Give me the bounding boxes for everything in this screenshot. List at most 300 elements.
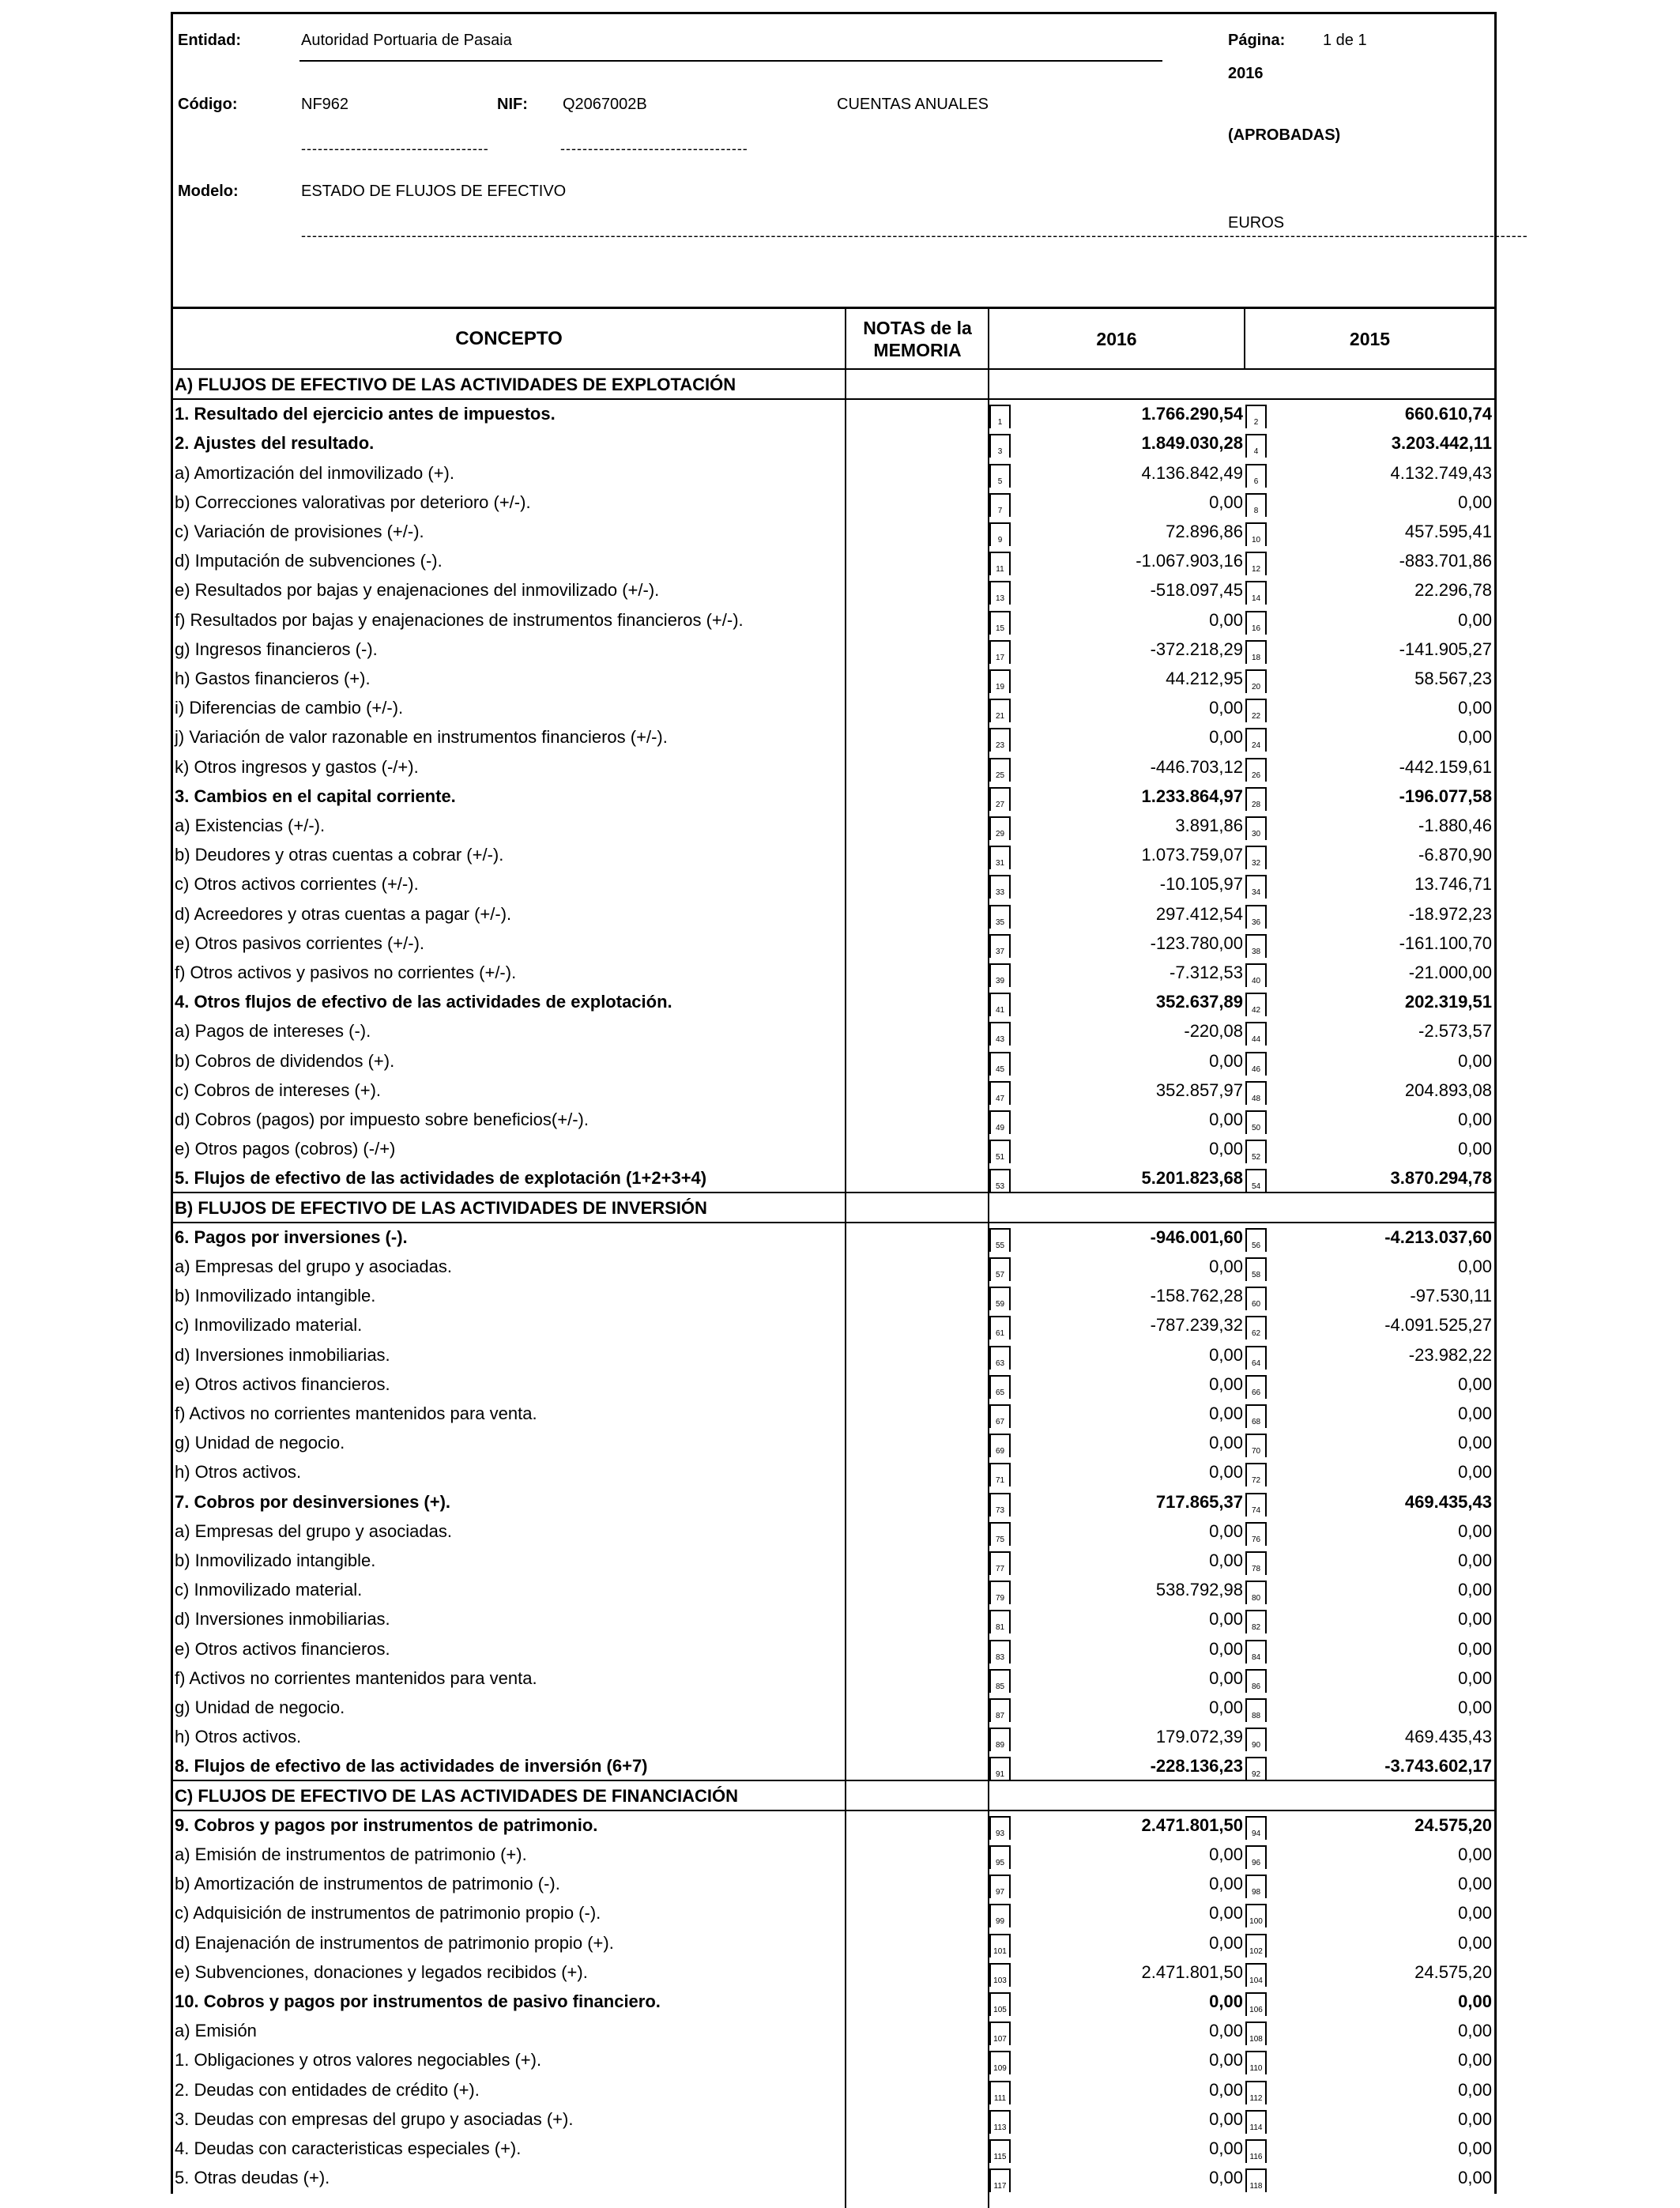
line-number-2015: 96 bbox=[1245, 1845, 1267, 1869]
table-row bbox=[173, 2104, 1494, 2134]
line-number-2016: 91 bbox=[989, 1757, 1011, 1780]
entidad-value: Autoridad Portuaria de Pasaia bbox=[301, 32, 512, 49]
section-divider bbox=[988, 370, 989, 399]
value-2015: 0,00 bbox=[1458, 1051, 1492, 1071]
line-number-2016: 7 bbox=[989, 493, 1011, 517]
report-year: 2016 bbox=[1228, 65, 1264, 82]
row-concept: g) Unidad de negocio. bbox=[175, 1697, 345, 1717]
value-2016: 1.849.030,28 bbox=[1141, 433, 1243, 453]
line-number-2016: 57 bbox=[989, 1257, 1011, 1281]
value-2016: 0,00 bbox=[1209, 2050, 1243, 2070]
line-number-2016: 13 bbox=[989, 581, 1011, 605]
row-concept: a) Existencias (+/-). bbox=[175, 816, 326, 835]
line-number-2015: 64 bbox=[1245, 1346, 1267, 1370]
table-row bbox=[173, 899, 1494, 929]
line-number-2015: 90 bbox=[1245, 1728, 1267, 1751]
table-row bbox=[173, 1634, 1494, 1664]
value-2016: 0,00 bbox=[1209, 1404, 1243, 1423]
row-concept: g) Unidad de negocio. bbox=[175, 1433, 345, 1453]
table-row bbox=[173, 517, 1494, 546]
row-concept: c) Adquisición de instrumentos de patrimonio propio (-). bbox=[175, 1903, 601, 1923]
entidad-label: Entidad: bbox=[178, 32, 241, 49]
row-concept: b) Inmovilizado intangible. bbox=[175, 1286, 376, 1306]
value-2015: -1.880,46 bbox=[1418, 816, 1492, 835]
line-number-2016: 11 bbox=[989, 552, 1011, 575]
line-number-2016: 93 bbox=[989, 1816, 1011, 1840]
value-2015: 0,00 bbox=[1458, 1639, 1492, 1659]
value-2015: 3.203.442,11 bbox=[1391, 433, 1492, 453]
value-2016: 717.865,37 bbox=[1155, 1492, 1243, 1512]
value-2016: 0,00 bbox=[1209, 698, 1243, 718]
table-row bbox=[173, 722, 1494, 752]
value-2015: 202.319,51 bbox=[1404, 992, 1492, 1012]
row-concept: e) Otros pasivos corrientes (+/-). bbox=[175, 933, 425, 953]
value-2016: -7.312,53 bbox=[1170, 963, 1243, 982]
row-concept: B) FLUJOS DE EFECTIVO DE LAS ACTIVIDADES DE INVERSIÓN bbox=[175, 1198, 707, 1218]
value-2016: -10.105,97 bbox=[1159, 874, 1243, 894]
value-2015: 0,00 bbox=[1458, 1521, 1492, 1541]
table-row bbox=[173, 752, 1494, 782]
line-number-2015: 108 bbox=[1245, 2021, 1267, 2045]
row-concept: 5. Otras deudas (+). bbox=[175, 2168, 330, 2187]
table-row bbox=[173, 869, 1494, 899]
value-2016: 72.896,86 bbox=[1166, 522, 1243, 541]
value-2016: 0,00 bbox=[1209, 2021, 1243, 2040]
value-2016: 0,00 bbox=[1209, 1668, 1243, 1688]
line-number-2015: 56 bbox=[1245, 1228, 1267, 1252]
table-row bbox=[173, 1810, 1494, 1840]
line-number-2016: 15 bbox=[989, 611, 1011, 635]
table-row bbox=[173, 1957, 1494, 1987]
line-number-2016: 97 bbox=[989, 1875, 1011, 1898]
value-2015: 0,00 bbox=[1458, 2050, 1492, 2070]
line-number-2015: 106 bbox=[1245, 1992, 1267, 2016]
line-number-2015: 38 bbox=[1245, 934, 1267, 958]
table-row bbox=[173, 1399, 1494, 1428]
line-number-2015: 88 bbox=[1245, 1698, 1267, 1722]
value-2015: 0,00 bbox=[1458, 492, 1492, 512]
line-number-2015: 34 bbox=[1245, 875, 1267, 899]
table-row bbox=[173, 1340, 1494, 1370]
table-row bbox=[173, 2163, 1494, 2192]
line-number-2016: 89 bbox=[989, 1728, 1011, 1751]
row-concept: e) Otros activos financieros. bbox=[175, 1374, 390, 1394]
table-row bbox=[173, 782, 1494, 811]
value-2015: -4.213.037,60 bbox=[1384, 1227, 1492, 1247]
value-2015: 0,00 bbox=[1458, 1874, 1492, 1893]
line-number-2015: 44 bbox=[1245, 1022, 1267, 1046]
line-number-2015: 10 bbox=[1245, 522, 1267, 546]
line-number-2015: 16 bbox=[1245, 611, 1267, 635]
pagina-value: 1 de 1 bbox=[1323, 32, 1367, 49]
table-row bbox=[173, 635, 1494, 664]
table-row bbox=[173, 811, 1494, 840]
table-row bbox=[173, 1370, 1494, 1399]
value-2016: 3.891,86 bbox=[1175, 816, 1243, 835]
value-2016: -123.780,00 bbox=[1150, 933, 1243, 953]
table-row bbox=[173, 1223, 1494, 1252]
value-2016: 0,00 bbox=[1209, 2109, 1243, 2129]
row-concept: d) Enajenación de instrumentos de patrimonio propio (+). bbox=[175, 1933, 614, 1953]
value-2016: -372.218,29 bbox=[1150, 639, 1243, 659]
line-number-2016: 105 bbox=[989, 1992, 1011, 2016]
value-2015: 13.746,71 bbox=[1414, 874, 1492, 894]
table-row bbox=[173, 693, 1494, 722]
line-number-2016: 47 bbox=[989, 1081, 1011, 1105]
value-2016: 0,00 bbox=[1209, 1874, 1243, 1893]
row-concept: 2. Deudas con entidades de crédito (+). bbox=[175, 2080, 480, 2100]
value-2016: 0,00 bbox=[1209, 1991, 1243, 2011]
line-number-2016: 109 bbox=[989, 2051, 1011, 2074]
line-number-2015: 68 bbox=[1245, 1404, 1267, 1428]
line-number-2016: 49 bbox=[989, 1110, 1011, 1134]
value-2015: 0,00 bbox=[1458, 1433, 1492, 1453]
value-2016: -228.136,23 bbox=[1150, 1756, 1243, 1776]
line-number-2016: 63 bbox=[989, 1346, 1011, 1370]
value-2016: 1.073.759,07 bbox=[1141, 845, 1243, 865]
value-2016: 0,00 bbox=[1209, 1462, 1243, 1482]
row-concept: 4. Deudas con caracteristicas especiales (+). bbox=[175, 2138, 522, 2158]
table-row bbox=[173, 1546, 1494, 1575]
section-row bbox=[173, 1193, 1494, 1223]
line-number-2016: 59 bbox=[989, 1287, 1011, 1310]
value-2015: 22.296,78 bbox=[1414, 580, 1492, 600]
table-row bbox=[173, 1928, 1494, 1957]
row-concept: h) Otros activos. bbox=[175, 1727, 302, 1746]
row-concept: a) Emisión de instrumentos de patrimonio (+). bbox=[175, 1844, 527, 1864]
line-number-2016: 83 bbox=[989, 1640, 1011, 1664]
row-concept: b) Amortización de instrumentos de patrimonio (-). bbox=[175, 1874, 560, 1893]
value-2015: 58.567,23 bbox=[1414, 669, 1492, 688]
value-2016: 0,00 bbox=[1209, 492, 1243, 512]
row-concept: e) Subvenciones, donaciones y legados recibidos (+). bbox=[175, 1962, 588, 1982]
value-2015: 469.435,43 bbox=[1404, 1727, 1492, 1746]
row-concept: b) Cobros de dividendos (+). bbox=[175, 1051, 395, 1071]
line-number-2015: 32 bbox=[1245, 846, 1267, 869]
table-row bbox=[173, 1163, 1494, 1193]
value-2016: 0,00 bbox=[1209, 1933, 1243, 1953]
value-2016: -446.703,12 bbox=[1150, 757, 1243, 777]
value-2015: 0,00 bbox=[1458, 698, 1492, 718]
table-row bbox=[173, 399, 1494, 428]
line-number-2015: 54 bbox=[1245, 1169, 1267, 1193]
section-divider bbox=[988, 1781, 989, 1810]
table-row bbox=[173, 1457, 1494, 1486]
table-row bbox=[173, 1310, 1494, 1339]
value-2016: 0,00 bbox=[1209, 727, 1243, 747]
table-row bbox=[173, 1604, 1494, 1633]
value-2015: -196.077,58 bbox=[1399, 786, 1492, 806]
line-number-2015: 82 bbox=[1245, 1610, 1267, 1633]
line-number-2015: 46 bbox=[1245, 1052, 1267, 1076]
line-number-2016: 39 bbox=[989, 963, 1011, 987]
row-concept: e) Resultados por bajas y enajenaciones del inmovilizado (+/-). bbox=[175, 580, 660, 600]
line-number-2016: 87 bbox=[989, 1698, 1011, 1722]
line-number-2016: 81 bbox=[989, 1610, 1011, 1633]
value-2016: 44.212,95 bbox=[1166, 669, 1243, 688]
value-2016: 5.201.823,68 bbox=[1141, 1168, 1243, 1188]
value-2016: 0,00 bbox=[1209, 1257, 1243, 1276]
value-2016: 0,00 bbox=[1209, 1639, 1243, 1659]
value-2016: 0,00 bbox=[1209, 1110, 1243, 1129]
value-2016: 1.233.864,97 bbox=[1141, 786, 1243, 806]
line-number-2016: 25 bbox=[989, 758, 1011, 782]
value-2015: 0,00 bbox=[1458, 1374, 1492, 1394]
row-concept: i) Diferencias de cambio (+/-). bbox=[175, 698, 404, 718]
line-number-2015: 74 bbox=[1245, 1493, 1267, 1517]
line-number-2015: 118 bbox=[1245, 2168, 1267, 2192]
row-concept: 1. Resultado del ejercicio antes de impuestos. bbox=[175, 404, 556, 424]
line-number-2015: 36 bbox=[1245, 905, 1267, 929]
row-concept: c) Variación de provisiones (+/-). bbox=[175, 522, 424, 541]
line-number-2015: 84 bbox=[1245, 1640, 1267, 1664]
table-row bbox=[173, 1840, 1494, 1869]
entidad-underline bbox=[299, 60, 1162, 62]
line-number-2015: 8 bbox=[1245, 493, 1267, 517]
nif-value: Q2067002B bbox=[563, 96, 647, 113]
line-number-2016: 1 bbox=[989, 405, 1011, 428]
line-number-2016: 41 bbox=[989, 993, 1011, 1016]
line-number-2016: 111 bbox=[989, 2081, 1011, 2104]
line-number-2015: 98 bbox=[1245, 1875, 1267, 1898]
line-number-2015: 92 bbox=[1245, 1757, 1267, 1780]
modelo-value: ESTADO DE FLUJOS DE EFECTIVO bbox=[301, 183, 567, 200]
cuentas-anuales: CUENTAS ANUALES bbox=[837, 96, 989, 113]
row-concept: b) Deudores y otras cuentas a cobrar (+/-). bbox=[175, 845, 504, 865]
line-number-2015: 2 bbox=[1245, 405, 1267, 428]
col-2015: 2015 bbox=[1349, 328, 1391, 349]
value-2015: 0,00 bbox=[1458, 1609, 1492, 1629]
row-concept: f) Resultados por bajas y enajenaciones de instrumentos financieros (+/-). bbox=[175, 610, 744, 630]
value-2016: 0,00 bbox=[1209, 1433, 1243, 1453]
line-number-2015: 104 bbox=[1245, 1963, 1267, 1987]
row-concept: 8. Flujos de efectivo de las actividades de inversión (6+7) bbox=[175, 1756, 648, 1776]
codigo-value: NF962 bbox=[301, 96, 349, 113]
row-concept: g) Ingresos financieros (-). bbox=[175, 639, 378, 659]
table-row bbox=[173, 2075, 1494, 2104]
line-number-2015: 80 bbox=[1245, 1581, 1267, 1604]
value-2016: -518.097,45 bbox=[1150, 580, 1243, 600]
line-number-2015: 4 bbox=[1245, 434, 1267, 458]
value-2016: 2.471.801,50 bbox=[1141, 1962, 1243, 1982]
table-row bbox=[173, 1046, 1494, 1076]
row-concept: a) Emisión bbox=[175, 2021, 257, 2040]
table-row bbox=[173, 664, 1494, 693]
row-concept: c) Inmovilizado material. bbox=[175, 1580, 363, 1599]
value-2015: 0,00 bbox=[1458, 1844, 1492, 1864]
value-2015: -23.982,22 bbox=[1408, 1345, 1492, 1365]
table-row bbox=[173, 1869, 1494, 1898]
line-number-2015: 18 bbox=[1245, 640, 1267, 664]
value-2015: 0,00 bbox=[1458, 1697, 1492, 1717]
row-concept: 9. Cobros y pagos por instrumentos de patrimonio. bbox=[175, 1815, 598, 1835]
value-2016: 2.471.801,50 bbox=[1141, 1815, 1243, 1835]
value-2015: 0,00 bbox=[1458, 1462, 1492, 1482]
row-concept: d) Acreedores y otras cuentas a pagar (+/-). bbox=[175, 904, 512, 924]
row-concept: h) Gastos financieros (+). bbox=[175, 669, 371, 688]
line-number-2016: 77 bbox=[989, 1551, 1011, 1575]
value-2015: -4.091.525,27 bbox=[1384, 1315, 1492, 1335]
table-row bbox=[173, 1487, 1494, 1517]
row-concept: C) FLUJOS DE EFECTIVO DE LAS ACTIVIDADES DE FINANCIACIÓN bbox=[175, 1786, 739, 1806]
row-concept: 2. Ajustes del resultado. bbox=[175, 433, 375, 453]
line-number-2016: 31 bbox=[989, 846, 1011, 869]
value-2016: 0,00 bbox=[1209, 2080, 1243, 2100]
line-number-2015: 50 bbox=[1245, 1110, 1267, 1134]
table-row bbox=[173, 488, 1494, 517]
table-row bbox=[173, 1281, 1494, 1310]
line-number-2016: 21 bbox=[989, 699, 1011, 722]
table-row bbox=[173, 958, 1494, 987]
table-row bbox=[173, 458, 1494, 488]
row-concept: e) Otros activos financieros. bbox=[175, 1639, 390, 1659]
row-concept: h) Otros activos. bbox=[175, 1462, 302, 1482]
table-row bbox=[173, 428, 1494, 458]
value-2015: 0,00 bbox=[1458, 1991, 1492, 2011]
row-concept: a) Empresas del grupo y asociadas. bbox=[175, 1257, 452, 1276]
line-number-2016: 53 bbox=[989, 1169, 1011, 1193]
line-number-2016: 79 bbox=[989, 1581, 1011, 1604]
value-2016: 0,00 bbox=[1209, 1345, 1243, 1365]
table-row bbox=[173, 575, 1494, 605]
row-concept: c) Cobros de intereses (+). bbox=[175, 1080, 382, 1100]
row-concept: k) Otros ingresos y gastos (-/+). bbox=[175, 757, 419, 777]
table-row bbox=[173, 1252, 1494, 1281]
pagina-label: Página: bbox=[1228, 32, 1286, 49]
line-number-2016: 113 bbox=[989, 2110, 1011, 2134]
line-number-2015: 58 bbox=[1245, 1257, 1267, 1281]
value-2016: -1.067.903,16 bbox=[1136, 551, 1243, 571]
line-number-2015: 78 bbox=[1245, 1551, 1267, 1575]
nif-label: NIF: bbox=[497, 96, 528, 113]
codigo-label: Código: bbox=[178, 96, 238, 113]
line-number-2015: 20 bbox=[1245, 669, 1267, 693]
line-number-2016: 95 bbox=[989, 1845, 1011, 1869]
line-number-2016: 37 bbox=[989, 934, 1011, 958]
value-2016: 0,00 bbox=[1209, 2168, 1243, 2187]
line-number-2015: 30 bbox=[1245, 816, 1267, 840]
line-number-2016: 27 bbox=[989, 787, 1011, 811]
table-row bbox=[173, 2134, 1494, 2163]
line-number-2016: 73 bbox=[989, 1493, 1011, 1517]
table-row bbox=[173, 1428, 1494, 1457]
line-number-2015: 116 bbox=[1245, 2139, 1267, 2163]
row-concept: 3. Cambios en el capital corriente. bbox=[175, 786, 456, 806]
value-2016: 297.412,54 bbox=[1155, 904, 1243, 924]
row-concept: a) Amortización del inmovilizado (+). bbox=[175, 463, 454, 483]
line-number-2016: 51 bbox=[989, 1140, 1011, 1163]
nif-dashline: ---------------------------------- bbox=[560, 141, 748, 156]
line-number-2016: 67 bbox=[989, 1404, 1011, 1428]
row-concept: d) Inversiones inmobiliarias. bbox=[175, 1345, 390, 1365]
line-number-2016: 103 bbox=[989, 1963, 1011, 1987]
value-2016: 0,00 bbox=[1209, 1844, 1243, 1864]
col-concepto: CONCEPTO bbox=[455, 327, 563, 349]
value-2015: 0,00 bbox=[1458, 2021, 1492, 2040]
value-2016: 352.857,97 bbox=[1155, 1080, 1243, 1100]
value-2016: 179.072,39 bbox=[1155, 1727, 1243, 1746]
value-2016: 0,00 bbox=[1209, 1903, 1243, 1923]
line-number-2015: 70 bbox=[1245, 1434, 1267, 1457]
line-number-2015: 48 bbox=[1245, 1081, 1267, 1105]
value-2015: 0,00 bbox=[1458, 1933, 1492, 1953]
row-concept: f) Otros activos y pasivos no corrientes (+/-). bbox=[175, 963, 517, 982]
table-row bbox=[173, 1016, 1494, 1046]
value-2015: 3.870.294,78 bbox=[1390, 1168, 1492, 1188]
line-number-2015: 100 bbox=[1245, 1904, 1267, 1927]
table-row bbox=[173, 1664, 1494, 1693]
value-2015: -97.530,11 bbox=[1410, 1286, 1492, 1306]
line-number-2015: 66 bbox=[1245, 1375, 1267, 1399]
value-2016: -787.239,32 bbox=[1150, 1315, 1243, 1335]
line-number-2015: 76 bbox=[1245, 1522, 1267, 1546]
line-number-2015: 24 bbox=[1245, 728, 1267, 752]
row-concept: c) Otros activos corrientes (+/-). bbox=[175, 874, 419, 894]
row-concept: b) Inmovilizado intangible. bbox=[175, 1550, 376, 1570]
line-number-2016: 71 bbox=[989, 1463, 1011, 1486]
line-number-2015: 62 bbox=[1245, 1316, 1267, 1339]
value-2016: 0,00 bbox=[1209, 2138, 1243, 2158]
table-row bbox=[173, 546, 1494, 575]
row-concept: b) Correcciones valorativas por deterioro (+/-). bbox=[175, 492, 531, 512]
document-frame bbox=[171, 12, 1528, 2194]
value-2016: 0,00 bbox=[1209, 1139, 1243, 1159]
col-divider bbox=[845, 370, 846, 2208]
value-2015: 4.132.749,43 bbox=[1390, 463, 1492, 483]
line-number-2016: 101 bbox=[989, 1934, 1011, 1957]
value-2015: -18.972,23 bbox=[1408, 904, 1492, 924]
value-2015: 0,00 bbox=[1458, 1139, 1492, 1159]
value-2015: 0,00 bbox=[1458, 610, 1492, 630]
line-number-2015: 40 bbox=[1245, 963, 1267, 987]
value-2015: -883.701,86 bbox=[1399, 551, 1492, 571]
value-2015: 24.575,20 bbox=[1414, 1962, 1492, 1982]
value-2016: 0,00 bbox=[1209, 610, 1243, 630]
line-number-2016: 69 bbox=[989, 1434, 1011, 1457]
section-row bbox=[173, 370, 1494, 399]
value-2015: 660.610,74 bbox=[1404, 404, 1492, 424]
modelo-label: Modelo: bbox=[178, 183, 239, 200]
line-number-2015: 102 bbox=[1245, 1934, 1267, 1957]
row-concept: a) Empresas del grupo y asociadas. bbox=[175, 1521, 452, 1541]
table-row bbox=[173, 929, 1494, 958]
row-concept: 3. Deudas con empresas del grupo y asociadas (+). bbox=[175, 2109, 574, 2129]
line-number-2015: 72 bbox=[1245, 1463, 1267, 1486]
value-2015: -442.159,61 bbox=[1399, 757, 1492, 777]
value-2015: 0,00 bbox=[1458, 1580, 1492, 1599]
line-number-2015: 6 bbox=[1245, 464, 1267, 488]
row-concept: f) Activos no corrientes mantenidos para venta. bbox=[175, 1404, 537, 1423]
line-number-2015: 42 bbox=[1245, 993, 1267, 1016]
table-row bbox=[173, 1751, 1494, 1780]
value-2015: 457.595,41 bbox=[1404, 522, 1492, 541]
line-number-2016: 33 bbox=[989, 875, 1011, 899]
row-concept: j) Variación de valor razonable en instrumentos financieros (+/-). bbox=[175, 727, 668, 747]
value-2015: 0,00 bbox=[1458, 1110, 1492, 1129]
line-number-2016: 65 bbox=[989, 1375, 1011, 1399]
line-number-2016: 85 bbox=[989, 1669, 1011, 1693]
line-number-2016: 45 bbox=[989, 1052, 1011, 1076]
row-concept: c) Inmovilizado material. bbox=[175, 1315, 363, 1335]
line-number-2015: 114 bbox=[1245, 2110, 1267, 2134]
value-2015: 0,00 bbox=[1458, 727, 1492, 747]
table-row bbox=[173, 1693, 1494, 1722]
value-2016: 0,00 bbox=[1209, 1374, 1243, 1394]
value-2016: 538.792,98 bbox=[1155, 1580, 1243, 1599]
line-number-2016: 115 bbox=[989, 2139, 1011, 2163]
line-number-2015: 60 bbox=[1245, 1287, 1267, 1310]
row-concept: A) FLUJOS DE EFECTIVO DE LAS ACTIVIDADES DE EXPLOTACIÓN bbox=[175, 375, 736, 394]
